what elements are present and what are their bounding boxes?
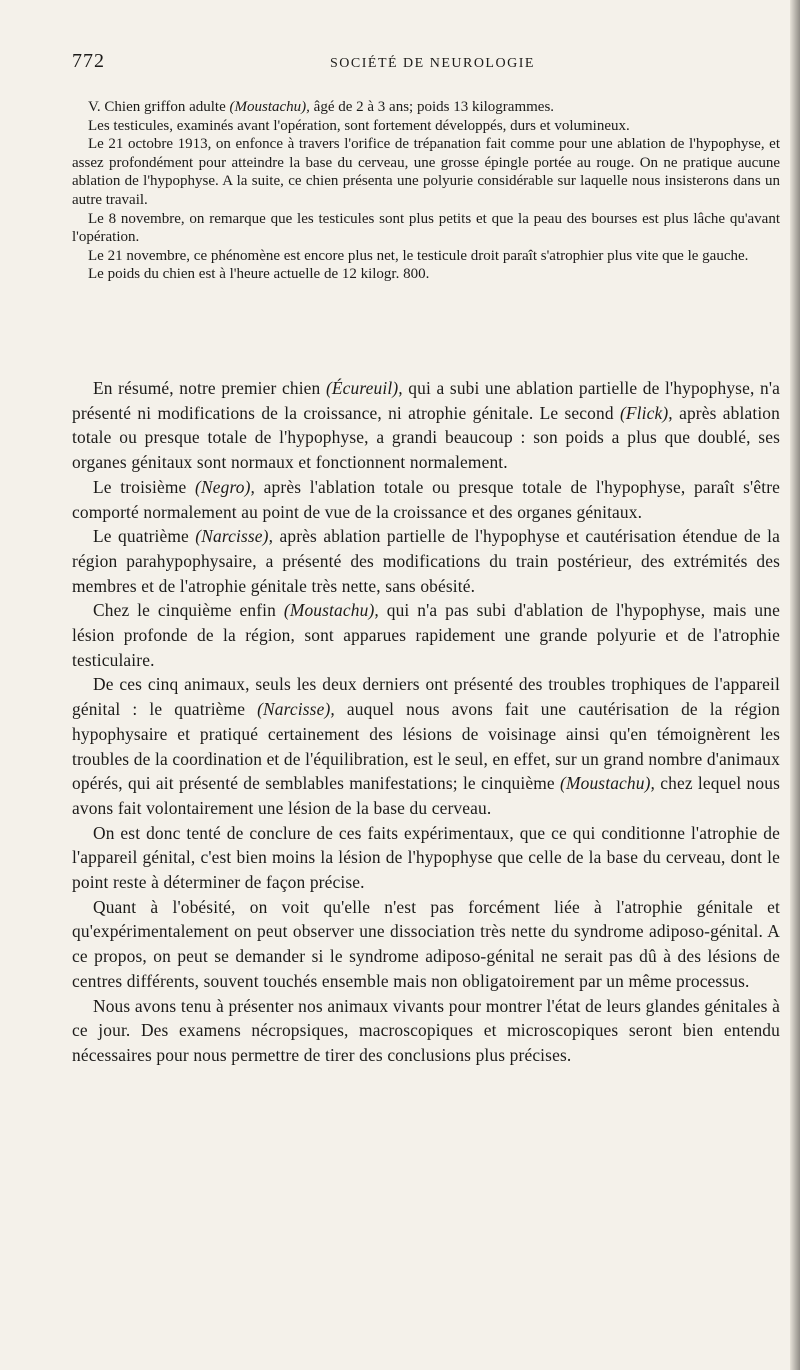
summary-paragraph-5: De ces cinq animaux, seuls les deux derniers ont présenté des troubles trophiques de l'appareil génital : le quatrième (Narcisse), auquel nous avons fait une cautérisation de la région hypophysaire et pratiqué certainement des lésions de voisinage ainsi qu'en témoignèrent les troubles de la coordination et de l'équilibration, est le seul, en effet, sur un grand nombre d'animaux opérés, qui ait présenté de semblables manifestations; le cinquième (Moustachu), chez lequel nous avons fait volontairement une lésion de la base du cerveau. [72, 674, 781, 818]
running-head: SOCIÉTÉ DE NEUROLOGIE [330, 56, 535, 71]
page-header [72, 50, 732, 80]
dog-name: (Moustachu), [229, 99, 310, 115]
case-v-paragraph-6: Le poids du chien est à l'heure actuelle de 12 kilogr. 800. [88, 266, 430, 283]
page-edge-shadow [790, 0, 800, 1370]
case-v-paragraph-2: Les testicules, examinés avant l'opération, sont fortement développés, durs et volumineux. [88, 117, 630, 134]
summary-paragraph-1: En résumé, notre premier chien (Écureuil), qui a subi une ablation partielle de l'hypophyse, n'a présenté ni modifications de la croissance, ni atrophie génitale. Le second (Flick), après ablation totale ou presque totale de l'hypophyse, a grandi beaucoup : son poids a plus que doublé, ses organes génitaux sont normaux et fonctionnent normalement. [72, 378, 780, 473]
dog-name: (Narcisse), [257, 699, 335, 720]
summary-paragraph-4: Chez le cinquième enfin (Moustachu), qui n'a pas subi d'ablation de l'hypophyse, mais une lésion profonde de la région, sont apparues rapidement une grande polyurie et de l'atrophie testiculaire. [72, 600, 780, 670]
summary-section [72, 376, 780, 1068]
dog-name: (Narcisse), [195, 526, 274, 547]
dog-name: (Flick), [619, 402, 673, 423]
summary-paragraph-2: Le troisième (Negro), après l'ablation totale ou presque totale de l'hypophyse, paraît s'être comporté normalement au point de vue de la croissance et des organes génitaux. [72, 476, 781, 522]
summary-paragraph-8: Nous avons tenu à présenter nos animaux vivants pour montrer l'état de leurs glandes génitales à ce jour. Des examens nécropsiques, macroscopiques et microscopiques seront bien entendu nécessaires pour nous permettre de tirer des conclusions plus précises. [72, 995, 780, 1065]
case-v-paragraph-5: Le 21 novembre, ce phénomène est encore plus net, le testicule droit paraît s'atrophier plus vite que le gauche. [88, 247, 749, 264]
dog-name: (Moustachu), [283, 600, 379, 621]
summary-paragraph-6: On est donc tenté de conclure de ces faits expérimentaux, que ce qui conditionne l'atrophie de l'appareil génital, c'est bien moins la lésion de l'hypophyse que celle de la base du cerveau, dont le point reste à déterminer de façon précise. [72, 822, 780, 893]
case-v-paragraph-3: Le 21 octobre 1913, on enfonce à travers l'orifice de trépanation fait comme pour une ablation de l'hypophyse, et assez profondément pour atteindre la base du cerveau, une grosse épingle portée au rouge. On ne pratique aucune ablation de l'hypophyse. A la suite, ce chien présenta une polyurie considérable sur laquelle nous insisterons dans un autre travail. [72, 136, 780, 208]
page-number: 772 [72, 50, 105, 72]
dog-name: (Negro), [195, 476, 256, 497]
case-v-paragraph-4: Le 8 novembre, on remarque que les testicules sont plus petits et que la peau des bourses est plus lâche qu'avant l'opération. [72, 210, 780, 246]
dog-name: (Moustachu), [560, 773, 656, 794]
summary-paragraph-7: Quant à l'obésité, on voit qu'elle n'est pas forcément liée à l'atrophie génitale et qu'expérimentalement on peut observer une dissociation très nette du syndrome adiposo-génital. A ce propos, on peut se demander si le syndrome adiposo-génital ne serait pas dû à des lésions de centres différents, souvent touchés ensemble mais non obligatoirement par un même processus. [72, 896, 780, 991]
case-v-paragraph-1: V. Chien griffon adulte (Moustachu), âgé de 2 à 3 ans; poids 13 kilogrammes. [88, 99, 555, 115]
summary-paragraph-3: Le quatrième (Narcisse), après ablation partielle de l'hypophyse et cautérisation étendue de la région parahypophysaire, a présenté des modifications du train postérieur, des extrémités des membres et de l'atrophie génitale très nette, sans obésité. [72, 526, 780, 596]
dog-name: (Écureuil), [325, 378, 403, 398]
case-v-section [72, 98, 780, 284]
